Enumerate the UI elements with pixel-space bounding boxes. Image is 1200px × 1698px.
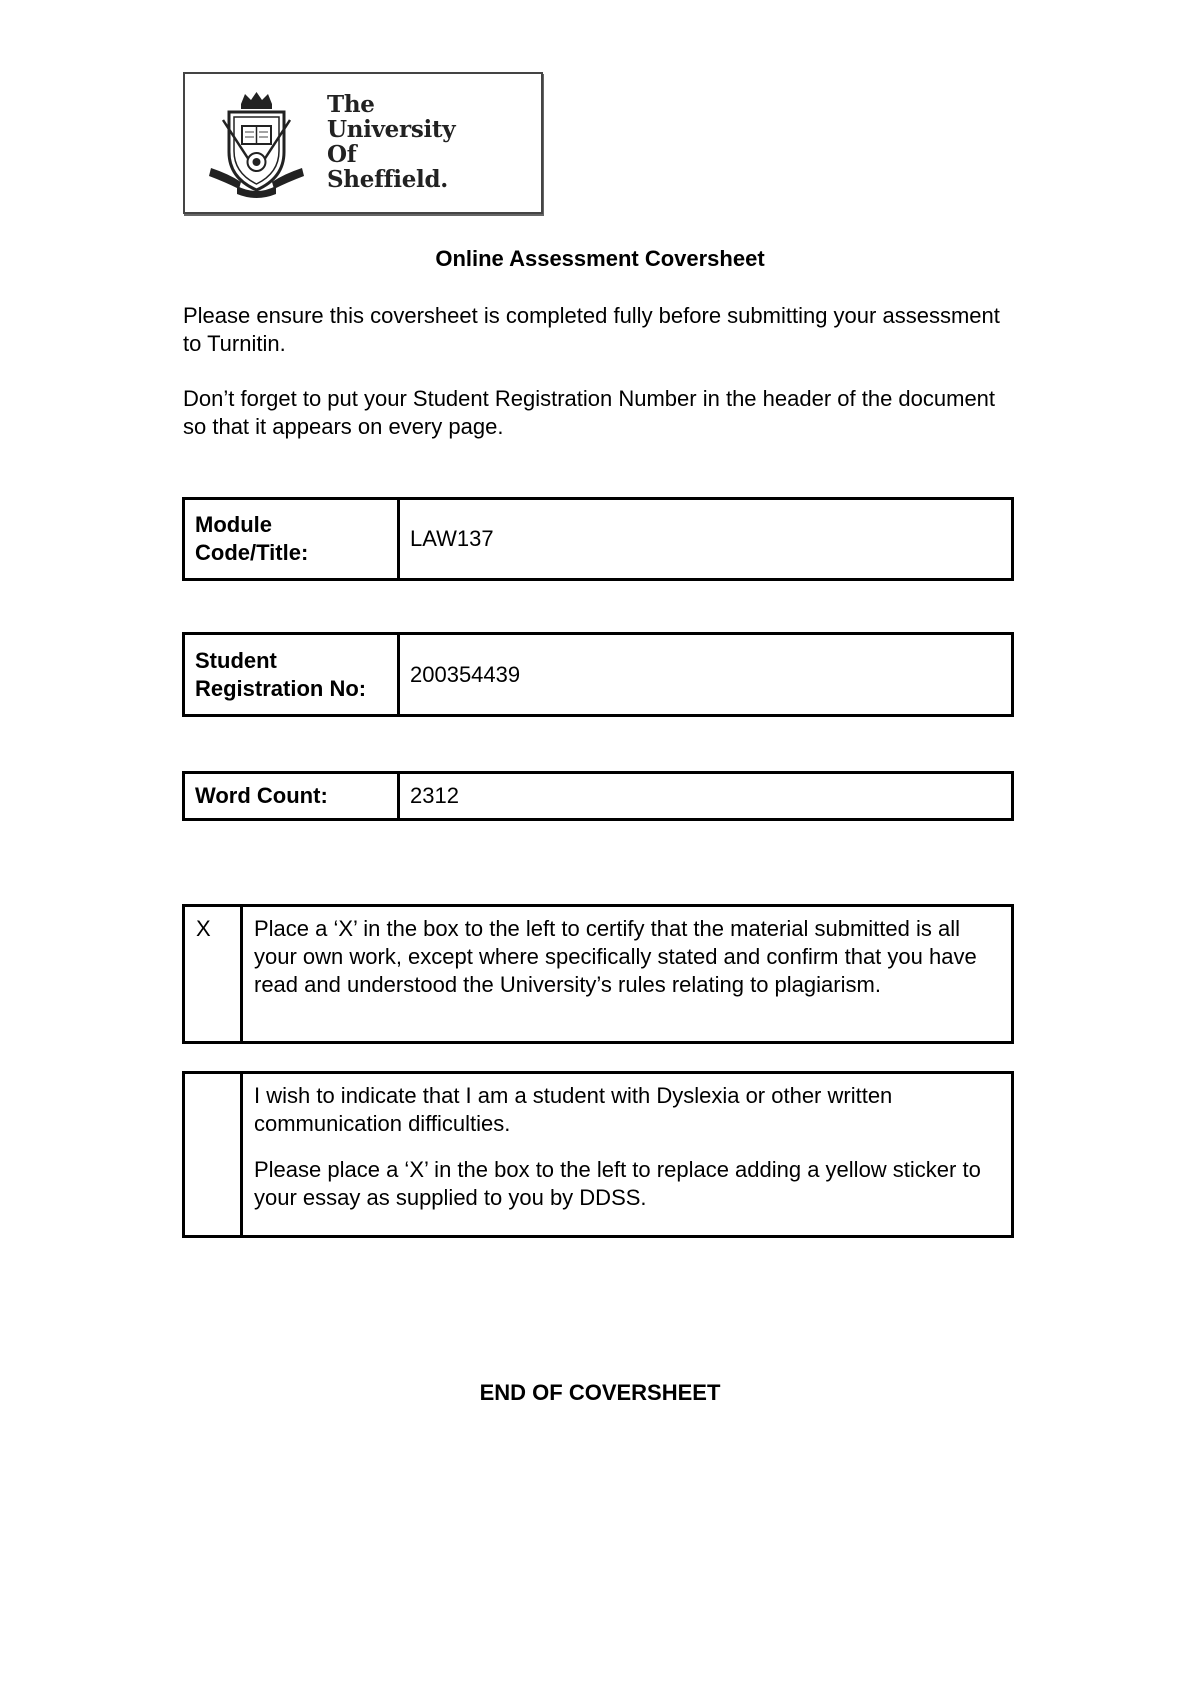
logo-line: University (327, 116, 456, 143)
dyslexia-text (242, 1073, 1013, 1237)
university-logo (183, 72, 543, 214)
logo-line: Sheffield. (327, 166, 448, 193)
certification-text: Place a ‘X’ in the box to the left to certify that the material submitted is all your own work, except where specifically stated and confirm that you have read and understood the University’s rules relating to plagiarism. (242, 906, 1013, 1043)
university-name (327, 92, 455, 192)
certification-checkbox[interactable]: X (184, 906, 242, 1043)
certification-table (182, 904, 1014, 1044)
student-reg-value[interactable]: 200354439 (399, 634, 1013, 716)
end-of-coversheet: END OF COVERSHEET (479, 1380, 721, 1405)
word-count-table (182, 771, 1014, 821)
student-field-table (182, 632, 1014, 717)
dyslexia-text-line: I wish to indicate that I am a student with Dyslexia or other written communication difficulties. (254, 1083, 893, 1136)
dyslexia-checkbox[interactable] (184, 1073, 242, 1237)
module-label: Module Code/Title: (184, 499, 399, 580)
instruction-paragraph: Don’t forget to put your Student Registration Number in the header of the document so that it appears on every page. (183, 386, 996, 439)
logo-line: The (327, 91, 375, 118)
page-title: Online Assessment Coversheet (435, 246, 765, 271)
module-value[interactable]: LAW137 (399, 499, 1013, 580)
logo-line: Of (327, 141, 357, 168)
word-count-label: Word Count: (184, 773, 399, 820)
university-crest-icon (209, 90, 304, 200)
student-reg-label: Student Registration No: (184, 634, 399, 716)
instruction-paragraph: Please ensure this coversheet is completed fully before submitting your assessment to Turnitin. (183, 303, 1000, 356)
dyslexia-text-line: Please place a ‘X’ in the box to the left to replace adding a yellow sticker to your essay as supplied to you by DDSS. (254, 1157, 981, 1210)
module-field-table (182, 497, 1014, 581)
dyslexia-table (182, 1071, 1014, 1238)
word-count-value[interactable]: 2312 (399, 773, 1013, 820)
